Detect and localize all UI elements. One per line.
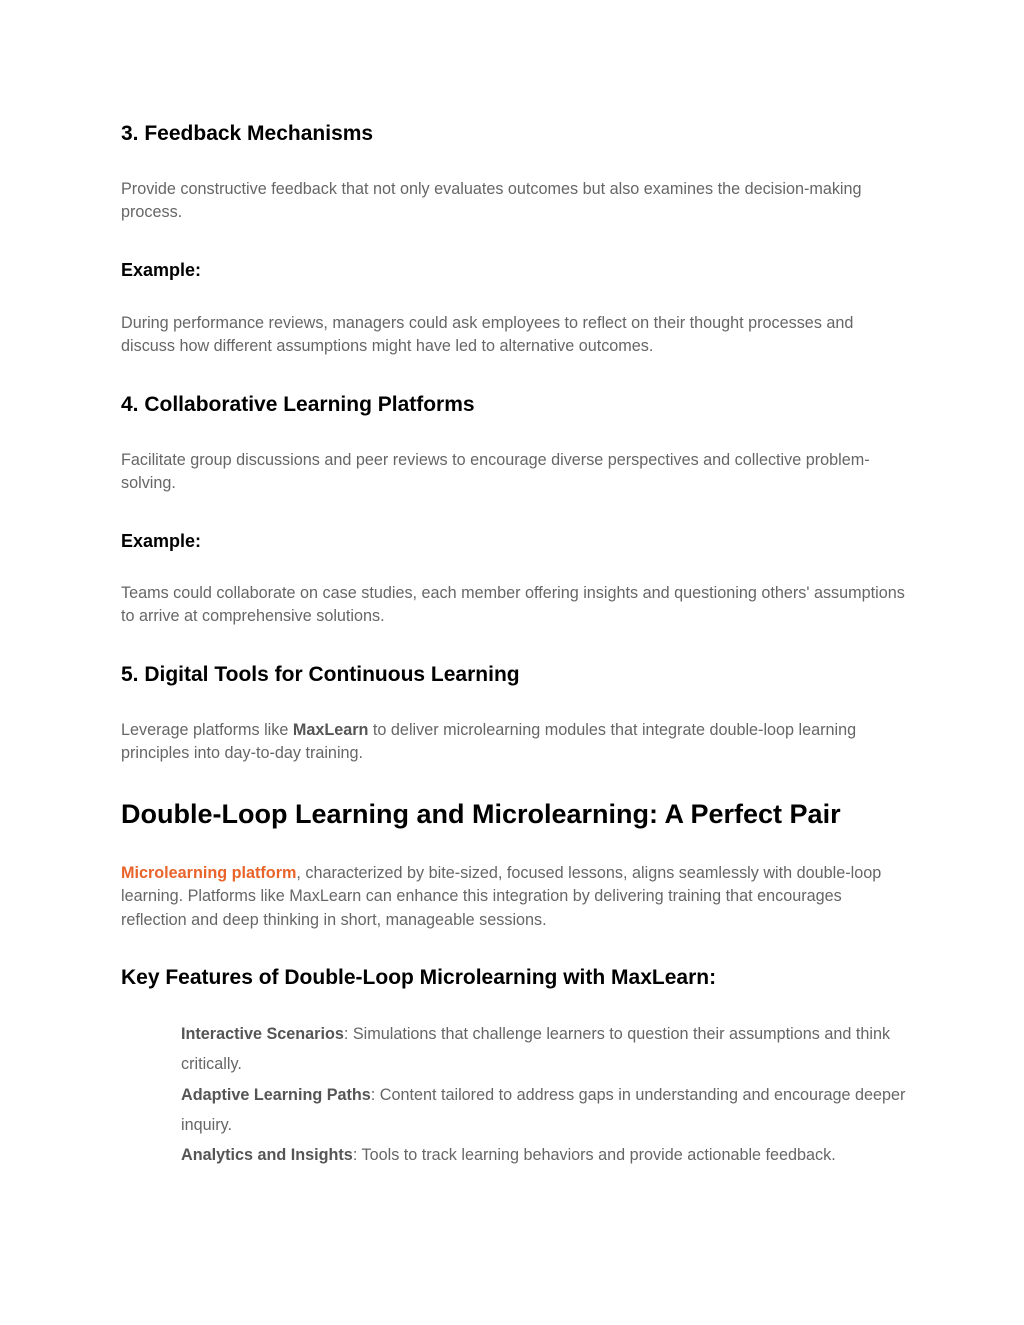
feature-description: : Content tailored to address gaps in understanding and encourage deeper inquiry. — [181, 1085, 906, 1134]
section-5-body-start: Leverage platforms like — [121, 721, 293, 739]
feature-term: Interactive Scenarios — [181, 1025, 344, 1043]
feature-term: Adaptive Learning Paths — [181, 1085, 371, 1104]
feature-term: Analytics and Insights — [181, 1146, 353, 1165]
section-3-example-body: During performance reviews, managers could ask employees to reflect on their thought processes and discuss how different assumptions might have led to alternative outcomes. — [121, 314, 854, 356]
maxlearn-bold-text: MaxLearn — [292, 721, 369, 739]
main-section-body-text: , characterized by bite-sized, focused lessons, aligns seamlessly with double-loop learning. Platforms like MaxLearn can enhance this integration by delivering training that encourages reflection and deep thinking in short, manageable sessions. — [121, 864, 882, 929]
microlearning-platform-link[interactable]: Microlearning platform — [121, 864, 297, 882]
list-item — [181, 1140, 911, 1170]
section-3-heading: 3. Feedback Mechanisms — [121, 122, 374, 145]
feature-description: : Tools to track learning behaviors and provide actionable feedback. — [352, 1146, 836, 1165]
section-5-body-end: to deliver microlearning modules that integrate double-loop learning principles into day-to-day training. — [121, 721, 857, 763]
section-3-example-label: Example: — [121, 260, 202, 280]
list-item — [181, 1080, 911, 1141]
section-4-body: Facilitate group discussions and peer reviews to encourage diverse perspectives and collective problem-solving. — [121, 451, 870, 493]
main-section-body — [121, 862, 911, 932]
section-4-heading: 4. Collaborative Learning Platforms — [121, 393, 475, 416]
section-5-heading: 5. Digital Tools for Continuous Learning — [121, 663, 520, 686]
feature-description: : Simulations that challenge learners to question their assumptions and think critically. — [181, 1025, 891, 1074]
features-list — [181, 1019, 911, 1170]
main-section-heading: Double-Loop Learning and Microlearning: A Perfect Pair — [121, 799, 841, 829]
section-4-example-label: Example: — [121, 531, 202, 551]
section-3-body: Provide constructive feedback that not only evaluates outcomes but also examines the decision-making process. — [121, 180, 862, 222]
features-heading: Key Features of Double-Loop Microlearning with MaxLearn: — [121, 966, 717, 989]
list-item — [181, 1019, 911, 1080]
section-4-example-body: Teams could collaborate on case studies, each member offering insights and questioning others' assumptions to arrive at comprehensive solutions. — [121, 584, 905, 626]
section-5-body — [121, 719, 911, 766]
